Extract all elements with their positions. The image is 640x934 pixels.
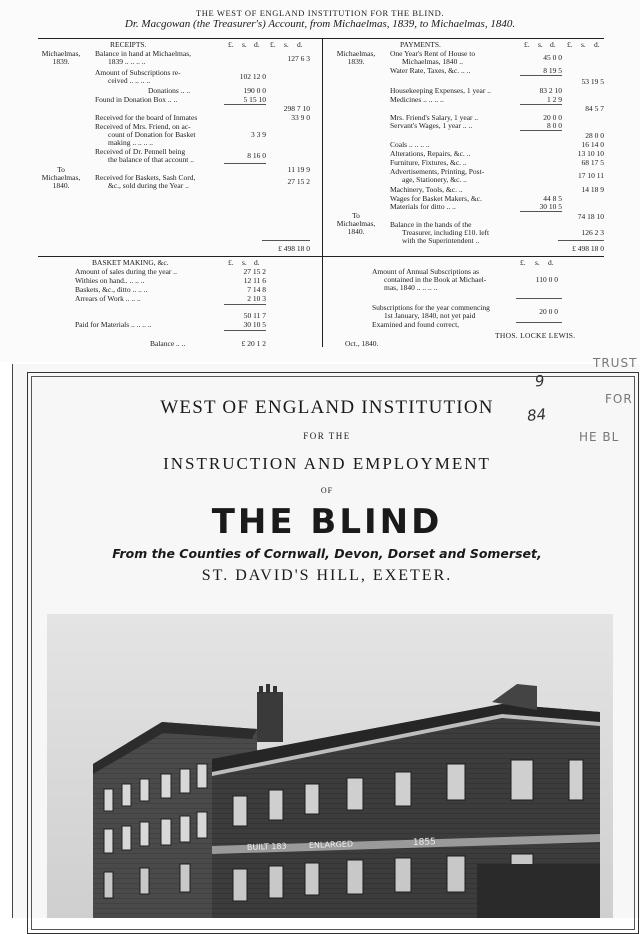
examined-date: Oct., 1840.	[345, 339, 379, 348]
receipt-box-amount: 5 15 10	[243, 95, 266, 104]
pay-medicines: Medicines .. .. .. ..	[390, 95, 444, 104]
basket-arrears: Arrears of Work .. .. ..	[75, 294, 141, 303]
pay-ads-l1: Advertisements, Printing, Post-	[390, 167, 485, 176]
currency-l: £.	[228, 40, 234, 49]
pay-balance-l1: Balance in the hands of the	[390, 220, 472, 229]
currency-l-2: £.	[270, 40, 276, 49]
currency-l-3: £.	[524, 40, 530, 49]
pay-furniture-total: 68 17 5	[581, 158, 604, 167]
pay-rent-l1: One Year's Rent of House to	[390, 49, 476, 58]
payments-date-1b: 1839.	[347, 57, 365, 66]
receipt-subs-l2: ceived .. .. .. ..	[108, 76, 151, 85]
rule	[224, 330, 266, 331]
pay-wages-basket-amount: 44 8 5	[543, 194, 562, 203]
receipt-board-total: 33 9 0	[291, 113, 310, 122]
payments-date-2b: Michaelmas,	[336, 219, 376, 228]
title-line-1: WEST OF ENGLAND INSTITUTION	[160, 397, 494, 418]
basket-withies: Withies on hand.. .. .. ..	[75, 276, 145, 285]
receipt-friend-l3: making .. .. .. ..	[108, 138, 153, 147]
receipt-balance-l1: Balance in hand at Michaelmas,	[95, 49, 192, 58]
pay-materials: Materials for ditto .. ..	[390, 202, 456, 211]
payments-date-2c: 1840.	[347, 227, 365, 236]
title-page	[12, 356, 640, 918]
currency-s-3: s.	[538, 40, 543, 49]
lower-divider	[322, 257, 323, 347]
account-title: Dr. Macgowan (the Treasurer's) Account, from Michaelmas, 1839, to Michaelmas, 1840.	[124, 18, 516, 30]
pay-coals-total: 16 14 0	[581, 140, 604, 149]
receipt-friend-amount: 3 3 9	[251, 130, 266, 139]
pay-subtotal-3: 28 0 0	[585, 131, 604, 140]
payments-grand-total: £ 498 18 0	[572, 244, 604, 253]
subs-l4: Subscriptions for the year commencing	[372, 303, 490, 312]
sign-built: BUILT 183	[246, 841, 287, 852]
basket-paid-amount: 30 10 5	[243, 320, 266, 329]
rule	[516, 322, 562, 323]
pay-water-amount: 8 19 5	[543, 66, 562, 75]
pay-subtotal-4: 74 18 10	[577, 212, 604, 221]
pay-water: Water Rate, Taxes, &c. .. ..	[390, 66, 471, 75]
basket-arrears-amount: 2 10 3	[247, 294, 266, 303]
currency-l-4: £.	[567, 40, 573, 49]
pay-balance-l3: with the Superintendent ..	[402, 236, 480, 245]
basket-sales: Amount of sales during the year ..	[75, 267, 178, 276]
pay-machinery-total: 14 18 9	[581, 185, 604, 194]
subs-currency-d: d.	[548, 258, 554, 267]
title-line-6: From the Counties of Cornwall, Devon, Dorset and Somerset,	[112, 546, 542, 561]
receipt-pennell-amount: 8 16 0	[247, 151, 266, 160]
receipts-date-2a: To	[57, 165, 65, 174]
title-line-4: OF	[320, 486, 334, 495]
pay-balance-total: 126 2 3	[581, 228, 604, 237]
currency-d-4: d.	[594, 40, 600, 49]
side-stamp-1: TRUST	[593, 356, 638, 370]
title-line-2: FOR THE	[303, 431, 351, 441]
pay-alterations: Alterations, Repairs, &c. ..	[390, 149, 471, 158]
basket-sum: 50 11 7	[243, 311, 266, 320]
currency-s-2: s.	[284, 40, 289, 49]
rule	[520, 104, 562, 105]
pay-friend-salary: Mrs. Friend's Salary, 1 year ..	[390, 113, 479, 122]
title-line-5: THE BLIND	[211, 502, 443, 542]
receipt-baskets-l1: Received for Baskets, Sash Cord,	[95, 173, 196, 182]
receipt-friend-l1: Received of Mrs. Friend, on ac-	[95, 122, 191, 131]
subs-l1: Amount of Annual Subscriptions as	[372, 267, 480, 276]
basket-sales-amount: 27 15 2	[243, 267, 266, 276]
payments-heading: PAYMENTS.	[400, 40, 441, 49]
center-divider	[322, 39, 323, 257]
receipts-date-2c: 1840.	[52, 181, 70, 190]
signature: THOS. LOCKE LEWIS.	[495, 331, 576, 340]
receipt-subtotal-1: 298 7 10	[283, 104, 310, 113]
rule	[558, 240, 604, 241]
rule	[520, 211, 562, 212]
rule	[224, 304, 266, 305]
receipt-donations: Donations .. ..	[148, 86, 191, 95]
receipt-pennell-l1: Received of Dr. Pennell being	[95, 147, 186, 156]
pay-friend-salary-amount: 20 0 0	[543, 113, 562, 122]
pay-rent-l2: Michaelmas, 1840 ..	[402, 57, 464, 66]
subs-l3: mas, 1840 .. .. .. ..	[384, 283, 438, 292]
currency-d-3: d.	[550, 40, 556, 49]
rule	[224, 104, 266, 105]
institution-heading: THE WEST OF ENGLAND INSTITUTION FOR THE BLIND.	[195, 8, 445, 18]
receipt-baskets-total: 27 15 2	[287, 177, 310, 186]
handwritten-ref-2: 84	[526, 405, 547, 425]
title-line-7: ST. DAVID'S HILL, EXETER.	[201, 567, 453, 584]
basket-balance-amount: £ 20 1 2	[241, 339, 266, 348]
pay-rent-amount: 45 0 0	[543, 53, 562, 62]
receipt-subtotal-2: 11 19 9	[287, 165, 310, 174]
subs-l2: contained in the Book at Michael-	[384, 275, 487, 284]
receipt-pennell-l2: the balance of that account ..	[108, 155, 195, 164]
pay-housekeeping: Housekeeping Expenses, 1 year ..	[390, 86, 492, 95]
pay-coals: Coals .. .. .. ..	[390, 140, 430, 149]
sign-year: 1855	[412, 837, 436, 848]
currency-d-2: d.	[297, 40, 303, 49]
basket-currency-s: s.	[242, 258, 247, 267]
rule	[224, 163, 266, 164]
basket-balance-label: Balance .. ..	[150, 339, 186, 348]
section-rule	[38, 256, 604, 257]
receipts-date-2b: Michaelmas,	[41, 173, 81, 182]
receipt-board: Received for the board of Inmates	[95, 113, 198, 122]
handwritten-ref-1: 9	[534, 371, 546, 391]
basket-baskets: Baskets, &c., ditto .. .. ..	[75, 285, 148, 294]
pay-ads-total: 17 10 11	[578, 171, 604, 180]
rule	[520, 130, 562, 131]
basket-paid-label: Paid for Materials .. .. .. ..	[75, 320, 152, 329]
receipt-balance-total: 127 6 3	[287, 54, 310, 63]
basket-currency-d: d.	[254, 258, 260, 267]
basket-withies-amount: 12 11 6	[243, 276, 266, 285]
pay-furniture: Furniture, Fixtures, &c. ..	[390, 158, 467, 167]
header-rule	[38, 38, 604, 39]
receipts-grand-total: £ 498 18 0	[278, 244, 310, 253]
rule	[516, 298, 562, 299]
pay-alterations-total: 13 10 10	[577, 149, 604, 158]
receipt-subs-l1: Amount of Subscriptions re-	[95, 68, 181, 77]
subs-currency-s: s.	[535, 258, 540, 267]
basket-baskets-amount: 7 14 8	[247, 285, 266, 294]
basket-currency-l: £.	[228, 258, 234, 267]
pay-machinery: Machinery, Tools, &c. ..	[390, 185, 463, 194]
account-sheet	[0, 0, 640, 362]
receipt-balance-l2: 1839 .. .. .. ..	[108, 57, 146, 66]
pay-materials-amount: 30 10 5	[539, 202, 562, 211]
pay-subtotal-2: 84 5 7	[585, 104, 604, 113]
pay-subtotal-1: 53 19 5	[581, 77, 604, 86]
examined-text: Examined and found correct,	[372, 320, 460, 329]
sign-enlarged: ENLARGED	[308, 839, 354, 850]
pay-wages-basket: Wages for Basket Makers, &c.	[390, 194, 482, 203]
receipt-baskets-l2: &c., sold during the Year ..	[108, 181, 189, 190]
pay-ads-l2: age, Stationery, &c. ..	[402, 175, 467, 184]
pay-servant-amount: 8 0 0	[547, 121, 562, 130]
pay-servant: Servant's Wages, 1 year .. ..	[390, 121, 473, 130]
pay-balance-l2: Treasurer, including £10. left	[402, 228, 490, 237]
rule	[262, 240, 310, 241]
side-stamp-3: HE BL	[579, 430, 620, 444]
subs-l5: 1st January, 1840, not yet paid	[384, 311, 476, 320]
pay-housekeeping-amount: 83 2 10	[539, 86, 562, 95]
building-photo	[47, 614, 613, 918]
side-stamp-2: FOR	[605, 392, 633, 406]
receipt-donations-amount: 190 0 0	[243, 86, 266, 95]
receipts-date-1a: Michaelmas,	[41, 49, 81, 58]
receipt-box: Found in Donation Box .. ..	[95, 95, 178, 104]
pay-medicines-amount: 1 2 9	[547, 95, 562, 104]
subs-currency-l: £.	[520, 258, 526, 267]
rule	[520, 75, 562, 76]
receipts-heading: RECEIPTS.	[110, 40, 147, 49]
currency-s-4: s.	[581, 40, 586, 49]
payments-date-1a: Michaelmas,	[336, 49, 376, 58]
subs-amount-2: 20 0 0	[539, 307, 558, 316]
subs-amount-1: 110 0 0	[535, 275, 558, 284]
receipts-date-1b: 1839.	[52, 57, 70, 66]
receipt-subs-amount: 102 12 0	[239, 72, 266, 81]
basket-heading: BASKET MAKING, &c.	[92, 258, 169, 267]
payments-date-2a: To	[352, 211, 360, 220]
currency-d: d.	[254, 40, 260, 49]
receipt-friend-l2: count of Donation for Basket	[108, 130, 196, 139]
currency-s: s.	[242, 40, 247, 49]
title-line-3: INSTRUCTION AND EMPLOYMENT	[163, 454, 491, 473]
